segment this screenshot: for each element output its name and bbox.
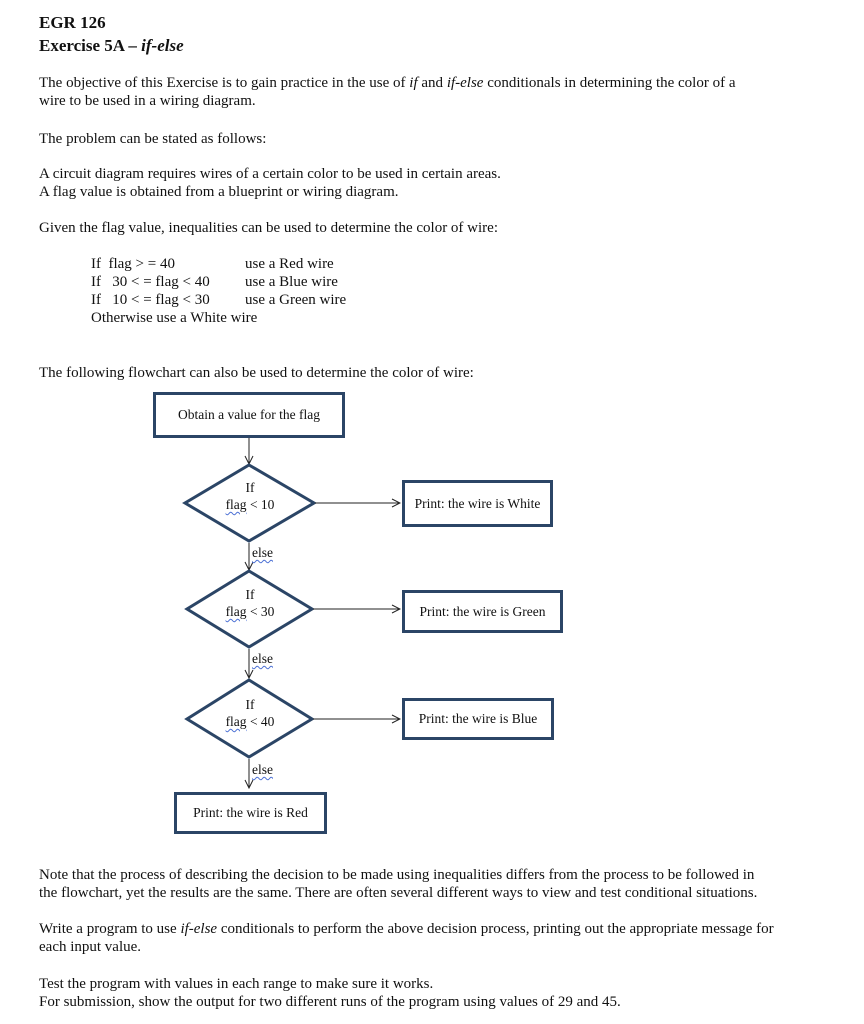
flowchart-start-box: Obtain a value for the flag <box>153 392 345 438</box>
else-label: else <box>252 651 273 666</box>
rule-condition: If 10 < = flag < 30 <box>91 292 210 308</box>
else-label: else <box>252 545 273 560</box>
rule-result: use a Green wire <box>245 292 347 308</box>
rule-result: use a Red wire <box>245 256 334 272</box>
intro-line-2: wire to be used in a wiring diagram. <box>39 93 256 109</box>
write-text: Write a program to use <box>39 921 181 937</box>
problem-statement: The problem can be stated as follows: <box>39 131 267 147</box>
test-line-2: For submission, show the output for two different runs of the program using values of 29 and 45. <box>39 994 621 1010</box>
note-line-2: the flowchart, yet the results are the same. There are often several different ways to view and test conditional situations. <box>39 885 758 901</box>
test-line-1: Test the program with values in each range to make sure it works. <box>39 976 434 992</box>
write-text-end: conditionals to perform the above decision process, printing out the appropriate message for <box>217 921 774 937</box>
exercise-prefix: Exercise 5A – <box>39 36 142 55</box>
intro-text-end: conditionals in determining the color of a <box>483 75 736 91</box>
ifelse-keyword: if-else <box>446 75 484 91</box>
flag-word: flag <box>225 714 247 729</box>
condition-value: < 40 <box>246 714 275 729</box>
if-keyword: if <box>409 75 418 91</box>
decision-2-text <box>210 586 290 620</box>
given-text: Given the flag value, inequalities can be used to determine the color of wire: <box>39 220 499 236</box>
condition-value: < 30 <box>246 604 275 619</box>
output-blue-box: Print: the wire is Blue <box>402 698 554 740</box>
decision-condition <box>210 496 290 513</box>
ifelse-keyword: if-else <box>180 921 218 937</box>
intro-text: The objective of this Exercise is to gain practice in the use of <box>39 75 410 91</box>
rule-condition: If flag > = 40 <box>91 256 175 272</box>
flowchart-intro: The following flowchart can also be used to determine the color of wire: <box>39 365 474 381</box>
write-line-2: each input value. <box>39 939 142 955</box>
rule-otherwise: Otherwise use a White wire <box>91 310 258 326</box>
decision-1-text <box>210 479 290 513</box>
flag-word: flag <box>225 497 247 512</box>
course-title: EGR 126 <box>39 13 106 32</box>
else-label: else <box>252 762 273 777</box>
if-label: If <box>245 587 255 602</box>
decision-3-text <box>210 696 290 730</box>
exercise-topic: if-else <box>141 36 184 55</box>
note-line-1: Note that the process of describing the decision to be made using inequalities differs from the process to be followed in <box>39 867 755 883</box>
decision-condition <box>210 713 290 730</box>
intro-and: and <box>417 75 447 91</box>
circuit-line-2: A flag value is obtained from a blueprint or wiring diagram. <box>39 184 399 200</box>
output-green-box: Print: the wire is Green <box>402 590 563 633</box>
circuit-line-1: A circuit diagram requires wires of a certain color to be used in certain areas. <box>39 166 501 182</box>
write-line-1 <box>39 920 774 938</box>
if-label: If <box>245 480 255 495</box>
rule-result: use a Blue wire <box>245 274 338 290</box>
condition-value: < 10 <box>246 497 275 512</box>
if-label: If <box>245 697 255 712</box>
output-red-box: Print: the wire is Red <box>174 792 327 834</box>
rule-condition: If 30 < = flag < 40 <box>91 274 210 290</box>
decision-condition <box>210 603 290 620</box>
output-white-box: Print: the wire is White <box>402 480 553 527</box>
flag-word: flag <box>225 604 247 619</box>
